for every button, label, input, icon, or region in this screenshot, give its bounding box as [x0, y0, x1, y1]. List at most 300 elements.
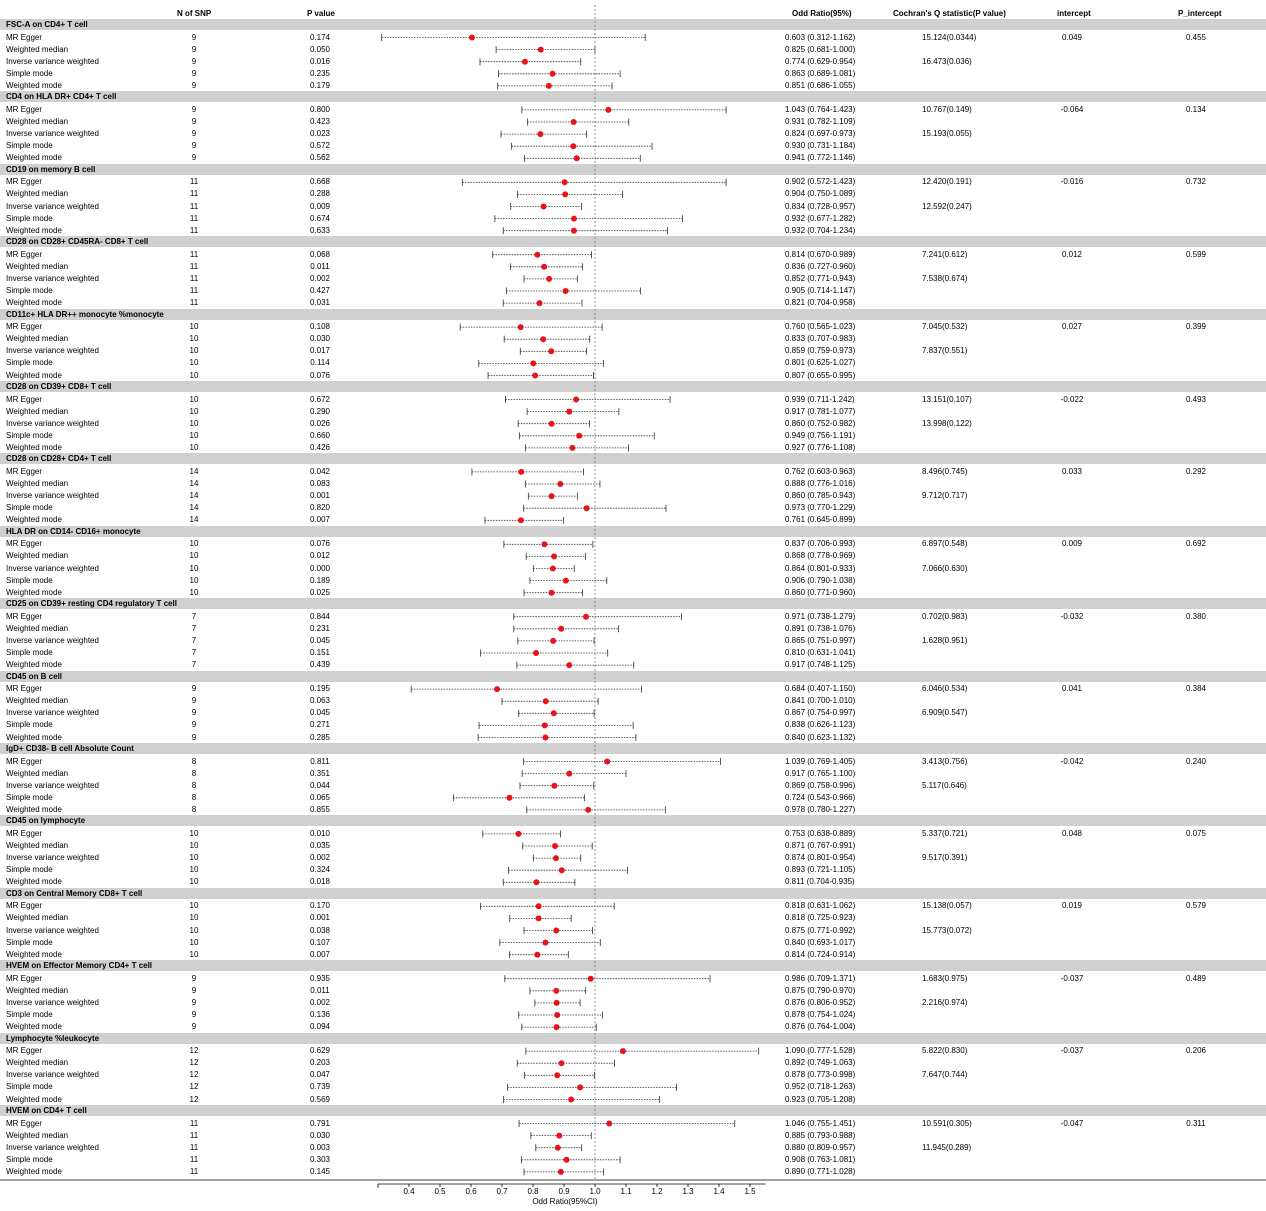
odds-ratio-text: 0.952 (0.718-1.263): [785, 1082, 856, 1092]
n-snp-value: 11: [189, 286, 199, 295]
odds-ratio-text: 0.818 (0.631-1.062): [785, 901, 856, 911]
n-snp-value: 10: [189, 925, 199, 935]
n-snp-value: 9: [191, 56, 197, 66]
p-value: 0.000: [309, 563, 331, 573]
intercept-value: 0.027: [1061, 322, 1083, 332]
n-snp-value: 11: [189, 189, 199, 199]
point-estimate: [554, 1024, 560, 1030]
point-estimate: [604, 759, 610, 765]
p-value: 0.025: [309, 587, 331, 597]
n-snp-value: 9: [191, 68, 197, 78]
n-snp-value: 7: [191, 648, 197, 657]
cochran-q-value: 9.712(0.717): [922, 491, 968, 501]
n-snp-value: 11: [189, 273, 199, 283]
n-snp-value: 9: [191, 696, 197, 706]
n-snp-value: 10: [189, 346, 199, 356]
p-value: 0.303: [309, 1154, 331, 1164]
odds-ratio-text: 0.834 (0.728-0.957): [785, 201, 856, 211]
n-snp-value: 9: [191, 997, 197, 1007]
x-tick-label: 1.1: [620, 1187, 632, 1196]
n-snp-value: 8: [191, 756, 197, 766]
n-snp-value: 11: [189, 249, 199, 259]
method-label: Weighted median: [6, 1058, 69, 1068]
n-snp-value: 12: [189, 1046, 199, 1056]
method-label: Weighted median: [6, 768, 69, 778]
point-estimate: [563, 288, 569, 294]
odds-ratio-text: 0.978 (0.780-1.227): [785, 804, 856, 814]
p-value: 0.009: [309, 201, 331, 211]
point-estimate: [563, 578, 569, 584]
cochran-q-value: 5.822(0.830): [922, 1046, 968, 1056]
odds-ratio-text: 0.864 (0.801-0.933): [785, 563, 856, 573]
method-label: Inverse variance weighted: [6, 853, 99, 863]
n-snp-value: 7: [191, 635, 197, 645]
cochran-q-value: 6.909(0.547): [922, 708, 968, 718]
n-snp-value: 10: [189, 442, 199, 452]
method-label: Weighted mode: [6, 804, 62, 814]
group-name: CD45 on lymphocyte: [6, 816, 86, 826]
point-estimate: [541, 204, 547, 210]
odds-ratio-text: 0.876 (0.806-0.952): [785, 997, 856, 1007]
cochran-q-value: 3.413(0.756): [922, 756, 968, 766]
odds-ratio-text: 0.761 (0.645-0.899): [785, 515, 856, 525]
odds-ratio-text: 0.908 (0.763-1.081): [785, 1154, 856, 1164]
method-label: Weighted mode: [6, 153, 62, 163]
n-snp-value: 9: [191, 117, 197, 126]
n-snp-value: 10: [189, 358, 199, 368]
method-label: Weighted mode: [6, 298, 62, 308]
method-label: Weighted median: [6, 261, 69, 271]
odds-ratio-text: 0.860 (0.771-0.960): [785, 587, 856, 597]
point-estimate: [566, 409, 572, 415]
point-estimate: [532, 373, 538, 379]
method-label: Weighted median: [6, 551, 69, 561]
method-label: Simple mode: [6, 68, 53, 78]
p-value: 0.107: [309, 937, 331, 947]
point-estimate: [536, 903, 542, 909]
n-snp-value: 7: [191, 611, 197, 621]
method-label: Weighted median: [6, 841, 69, 850]
method-label: Inverse variance weighted: [6, 201, 99, 211]
method-label: MR Egger: [6, 177, 43, 187]
n-snp-value: 9: [191, 732, 197, 742]
p-value: 0.017: [309, 346, 331, 356]
p-intercept-value: 0.455: [1185, 32, 1207, 42]
x-tick-label: 0.4: [403, 1187, 415, 1196]
cochran-q-value: 13.998(0.122): [922, 418, 972, 428]
group-name: Lymphocyte %leukocyte: [6, 1033, 100, 1043]
odds-ratio-text: 0.888 (0.776-1.016): [785, 479, 856, 488]
method-label: Weighted mode: [6, 1166, 62, 1176]
odds-ratio-text: 0.774 (0.629-0.954): [785, 56, 856, 66]
p-intercept-value: 0.240: [1185, 756, 1207, 766]
point-estimate: [554, 1012, 560, 1018]
p-value: 0.007: [309, 949, 331, 959]
p-value: 0.439: [309, 660, 331, 670]
point-estimate: [553, 855, 559, 861]
cochran-q-value: 13.151(0.107): [922, 394, 972, 404]
point-estimate: [558, 1169, 564, 1175]
method-label: MR Egger: [6, 32, 43, 42]
method-label: Weighted mode: [6, 949, 62, 959]
p-value: 0.151: [309, 648, 331, 657]
odds-ratio-text: 0.807 (0.655-0.995): [785, 370, 856, 380]
p-value: 0.195: [309, 684, 331, 694]
n-snp-value: 9: [191, 1022, 197, 1032]
point-estimate: [605, 107, 611, 113]
n-snp-value: 12: [189, 1094, 199, 1104]
n-snp-value: 10: [189, 394, 199, 404]
odds-ratio-text: 0.875 (0.771-0.992): [785, 925, 856, 935]
n-snp-value: 14: [189, 515, 199, 525]
method-label: MR Egger: [6, 104, 43, 114]
odds-ratio-text: 0.905 (0.714-1.147): [785, 286, 856, 295]
p-value: 0.108: [309, 322, 331, 332]
odds-ratio-text: 0.939 (0.711-1.242): [785, 394, 855, 404]
method-label: Simple mode: [6, 720, 53, 730]
p-value: 0.045: [309, 708, 331, 718]
n-snp-value: 11: [189, 1118, 199, 1128]
group-name: CD3 on Central Memory CD8+ T cell: [6, 888, 143, 898]
method-label: Weighted mode: [6, 370, 62, 380]
point-estimate: [533, 650, 539, 656]
odds-ratio-text: 0.810 (0.631-1.041): [785, 648, 856, 657]
n-snp-value: 9: [191, 32, 197, 42]
n-snp-value: 9: [191, 720, 197, 730]
method-label: MR Egger: [6, 828, 43, 838]
intercept-value: -0.032: [1060, 611, 1084, 621]
odds-ratio-text: 0.932 (0.704-1.234): [785, 225, 856, 235]
odds-ratio-text: 0.867 (0.754-0.997): [785, 708, 856, 718]
odds-ratio-text: 0.875 (0.790-0.970): [785, 985, 856, 995]
method-label: Simple mode: [6, 937, 53, 947]
method-label: Inverse variance weighted: [6, 418, 99, 428]
header-p-intercept: P_intercept: [1178, 9, 1222, 18]
point-estimate: [552, 843, 558, 849]
x-tick-label: 0.6: [465, 1187, 477, 1196]
p-value: 0.562: [309, 153, 331, 163]
p-intercept-value: 0.599: [1185, 249, 1207, 259]
n-snp-value: 12: [189, 1058, 199, 1068]
cochran-q-value: 7.538(0.674): [922, 273, 968, 283]
p-value: 0.045: [309, 635, 331, 645]
group-name: CD19 on memory B cell: [6, 164, 96, 174]
cochran-q-value: 10.591(0.305): [922, 1118, 972, 1128]
cochran-q-value: 10.767(0.149): [922, 104, 972, 114]
method-label: MR Egger: [6, 322, 43, 332]
p-value: 0.629: [309, 1046, 331, 1056]
method-label: Weighted mode: [6, 515, 62, 525]
odds-ratio-text: 0.878 (0.754-1.024): [785, 1010, 856, 1019]
point-estimate: [553, 928, 559, 934]
odds-ratio-text: 0.986 (0.709-1.371): [785, 973, 856, 983]
odds-ratio-text: 0.814 (0.670-0.989): [785, 249, 856, 259]
p-value: 0.136: [309, 1010, 331, 1019]
method-label: Inverse variance weighted: [6, 925, 99, 935]
p-value: 0.427: [309, 286, 331, 295]
p-value: 0.203: [309, 1058, 331, 1068]
p-value: 0.030: [309, 1130, 331, 1140]
point-estimate: [549, 421, 555, 427]
method-label: Inverse variance weighted: [6, 708, 99, 718]
odds-ratio-text: 0.971 (0.738-1.279): [785, 611, 856, 621]
method-label: MR Egger: [6, 901, 43, 911]
odds-ratio-text: 0.885 (0.793-0.988): [785, 1130, 856, 1140]
odds-ratio-text: 0.973 (0.770-1.229): [785, 503, 856, 513]
n-snp-value: 10: [189, 949, 199, 959]
point-estimate: [606, 1121, 612, 1127]
method-label: Weighted mode: [6, 587, 62, 597]
x-tick-label: 1.0: [589, 1187, 601, 1196]
method-label: MR Egger: [6, 973, 43, 983]
point-estimate: [574, 155, 580, 161]
group-name: HVEM on Effector Memory CD4+ T cell: [6, 961, 153, 971]
method-label: Weighted median: [6, 117, 69, 126]
p-value: 0.016: [309, 56, 331, 66]
p-value: 0.288: [309, 189, 331, 199]
header-n-snp: N of SNP: [177, 9, 212, 18]
p-value: 0.674: [309, 213, 331, 223]
cochran-q-value: 16.473(0.036): [922, 56, 972, 66]
n-snp-value: 7: [191, 623, 197, 633]
point-estimate: [571, 228, 577, 234]
point-estimate: [554, 1072, 560, 1078]
group-name: HVEM on CD4+ T cell: [6, 1106, 87, 1115]
x-tick-label: 1.5: [744, 1187, 756, 1196]
method-label: Simple mode: [6, 575, 53, 585]
method-label: Weighted mode: [6, 80, 62, 90]
point-estimate: [518, 324, 524, 330]
p-value: 0.068: [309, 249, 331, 259]
point-estimate: [568, 1097, 574, 1103]
odds-ratio-text: 0.917 (0.748-1.125): [785, 660, 856, 670]
n-snp-value: 10: [189, 563, 199, 573]
method-label: Inverse variance weighted: [6, 491, 99, 501]
point-estimate: [588, 976, 594, 982]
n-snp-value: 11: [189, 201, 199, 211]
point-estimate: [542, 722, 548, 728]
p-value: 0.324: [309, 865, 331, 875]
p-intercept-value: 0.311: [1186, 1118, 1206, 1128]
n-snp-value: 9: [191, 684, 197, 694]
method-label: Inverse variance weighted: [6, 780, 99, 790]
p-intercept-value: 0.206: [1185, 1046, 1207, 1056]
method-label: MR Egger: [6, 394, 43, 404]
n-snp-value: 10: [189, 430, 199, 440]
n-snp-value: 9: [191, 708, 197, 718]
method-label: Inverse variance weighted: [6, 129, 99, 139]
point-estimate: [577, 1084, 583, 1090]
cochran-q-value: 12.592(0.247): [922, 201, 972, 211]
n-snp-value: 9: [191, 153, 197, 163]
odds-ratio-text: 0.684 (0.407-1.150): [785, 684, 856, 694]
point-estimate: [538, 47, 544, 53]
x-tick-label: 1.2: [651, 1187, 663, 1196]
p-value: 0.426: [309, 442, 331, 452]
odds-ratio-text: 0.860 (0.752-0.982): [785, 418, 856, 428]
n-snp-value: 10: [189, 406, 199, 416]
point-estimate: [571, 119, 577, 125]
point-estimate: [558, 626, 564, 632]
method-label: Weighted mode: [6, 1022, 62, 1032]
method-label: Inverse variance weighted: [6, 635, 99, 645]
p-intercept-value: 0.399: [1185, 322, 1207, 332]
point-estimate: [583, 614, 589, 620]
method-label: Weighted median: [6, 623, 69, 633]
n-snp-value: 8: [191, 804, 197, 814]
p-value: 0.855: [309, 804, 331, 814]
odds-ratio-text: 0.851 (0.686-1.055): [785, 80, 856, 90]
method-label: Simple mode: [6, 1082, 53, 1092]
p-value: 0.001: [309, 491, 331, 501]
odds-ratio-text: 0.833 (0.707-0.983): [785, 334, 856, 344]
p-value: 0.820: [309, 503, 331, 513]
odds-ratio-text: 0.821 (0.704-0.958): [785, 298, 856, 308]
odds-ratio-text: 0.825 (0.681-1.000): [785, 44, 856, 54]
intercept-value: 0.012: [1061, 249, 1083, 259]
n-snp-value: 10: [189, 877, 199, 887]
intercept-value: -0.042: [1060, 756, 1084, 766]
point-estimate: [562, 191, 568, 197]
point-estimate: [559, 867, 565, 873]
group-name: CD25 on CD39+ resting CD4 regulatory T cell: [6, 599, 177, 609]
p-value: 0.002: [309, 997, 331, 1007]
n-snp-value: 9: [191, 44, 197, 54]
odds-ratio-text: 0.753 (0.638-0.889): [785, 828, 856, 838]
point-estimate: [559, 1060, 565, 1066]
x-tick-label: 0.5: [434, 1187, 446, 1196]
cochran-q-value: 15.124(0.0344): [922, 32, 977, 42]
method-label: Weighted mode: [6, 732, 62, 742]
method-label: Weighted median: [6, 985, 69, 995]
method-label: Simple mode: [6, 1154, 53, 1164]
group-name: IgD+ CD38- B cell Absolute Count: [6, 744, 134, 753]
method-label: Inverse variance weighted: [6, 997, 99, 1007]
point-estimate: [530, 360, 536, 366]
odds-ratio-text: 0.724 (0.543-0.966): [785, 792, 856, 802]
p-value: 0.668: [309, 177, 331, 187]
n-snp-value: 11: [189, 1154, 199, 1164]
p-value: 0.633: [309, 225, 331, 235]
group-name: CD28 on CD28+ CD45RA- CD8+ T cell: [6, 237, 149, 247]
p-value: 0.271: [309, 720, 331, 730]
point-estimate: [557, 481, 563, 487]
intercept-value: -0.016: [1060, 177, 1084, 187]
p-intercept-value: 0.493: [1185, 394, 1207, 404]
point-estimate: [554, 1000, 560, 1006]
odds-ratio-text: 0.863 (0.689-1.081): [785, 68, 856, 78]
n-snp-value: 10: [189, 587, 199, 597]
odds-ratio-text: 0.876 (0.764-1.004): [785, 1022, 856, 1032]
p-value: 0.035: [309, 841, 331, 850]
method-label: Weighted median: [6, 189, 69, 199]
group-name: FSC-A on CD4+ T cell: [6, 20, 88, 29]
method-label: Weighted median: [6, 1130, 69, 1140]
p-value: 0.002: [309, 853, 331, 863]
n-snp-value: 8: [191, 792, 197, 802]
n-snp-value: 9: [191, 1010, 197, 1019]
method-label: Weighted mode: [6, 225, 62, 235]
group-name: CD11c+ HLA DR++ monocyte %monocyte: [6, 309, 164, 319]
n-snp-value: 10: [189, 370, 199, 380]
odds-ratio-text: 0.840 (0.623-1.132): [785, 732, 856, 742]
odds-ratio-text: 0.932 (0.677-1.282): [785, 213, 856, 223]
intercept-value: -0.037: [1060, 1046, 1084, 1056]
header-odds-ratio: Odd Ratio(95%): [792, 9, 852, 18]
point-estimate: [571, 216, 577, 222]
method-label: Weighted mode: [6, 1094, 62, 1104]
n-snp-value: 11: [189, 225, 199, 235]
cochran-q-value: 7.241(0.612): [922, 249, 968, 259]
odds-ratio-text: 0.818 (0.725-0.923): [785, 913, 856, 923]
cochran-q-value: 5.117(0.646): [922, 780, 967, 790]
odds-ratio-text: 0.923 (0.705-1.208): [785, 1094, 856, 1104]
p-value: 0.569: [309, 1094, 331, 1104]
p-value: 0.076: [309, 370, 331, 380]
p-value: 0.031: [309, 298, 331, 308]
odds-ratio-text: 0.941 (0.772-1.146): [785, 153, 856, 163]
n-snp-value: 8: [191, 768, 197, 778]
group-name: HLA DR on CD14- CD16+ monocyte: [6, 526, 141, 536]
p-value: 0.811: [310, 756, 330, 766]
odds-ratio-text: 0.878 (0.773-0.998): [785, 1070, 856, 1080]
cochran-q-value: 7.045(0.532): [922, 322, 968, 332]
odds-ratio-text: 1.046 (0.755-1.451): [785, 1118, 856, 1128]
point-estimate: [494, 686, 500, 692]
odds-ratio-text: 0.906 (0.790-1.038): [785, 575, 856, 585]
odds-ratio-text: 0.860 (0.785-0.943): [785, 491, 856, 501]
odds-ratio-text: 0.852 (0.771-0.943): [785, 273, 856, 283]
p-value: 0.423: [309, 117, 331, 126]
method-label: Simple mode: [6, 1010, 53, 1019]
point-estimate: [546, 276, 552, 282]
method-label: MR Egger: [6, 611, 43, 621]
method-label: Inverse variance weighted: [6, 563, 99, 573]
p-intercept-value: 0.732: [1185, 177, 1207, 187]
odds-ratio-text: 0.811 (0.704-0.935): [785, 877, 855, 887]
n-snp-value: 14: [189, 466, 199, 476]
method-label: MR Egger: [6, 1118, 43, 1128]
odds-ratio-text: 0.603 (0.312-1.162): [785, 32, 856, 42]
odds-ratio-text: 0.930 (0.731-1.184): [785, 141, 856, 151]
point-estimate: [541, 541, 547, 547]
method-label: Weighted median: [6, 334, 69, 344]
method-label: Inverse variance weighted: [6, 346, 99, 356]
x-tick-label: 1.3: [682, 1187, 694, 1196]
p-value: 0.739: [309, 1082, 331, 1092]
p-value: 0.023: [309, 129, 331, 139]
method-label: Weighted median: [6, 406, 69, 416]
method-label: Simple mode: [6, 286, 53, 295]
point-estimate: [570, 143, 576, 149]
p-value: 0.791: [309, 1118, 331, 1128]
point-estimate: [542, 735, 548, 741]
odds-ratio-text: 0.890 (0.771-1.028): [785, 1166, 856, 1176]
intercept-value: -0.037: [1060, 973, 1084, 983]
cochran-q-value: 8.496(0.745): [922, 466, 968, 476]
point-estimate: [534, 252, 540, 258]
group-name: CD28 on CD28+ CD4+ T cell: [6, 454, 112, 464]
cochran-q-value: 11.945(0.289): [922, 1142, 972, 1152]
point-estimate: [536, 915, 542, 921]
method-label: MR Egger: [6, 466, 43, 476]
cochran-q-value: 6.897(0.548): [922, 539, 968, 549]
n-snp-value: 10: [189, 334, 199, 344]
odds-ratio-text: 0.762 (0.603-0.963): [785, 466, 856, 476]
x-tick-label: 0.8: [527, 1187, 539, 1196]
odds-ratio-text: 0.931 (0.782-1.109): [785, 117, 856, 126]
header-p-value: P value: [307, 9, 335, 18]
